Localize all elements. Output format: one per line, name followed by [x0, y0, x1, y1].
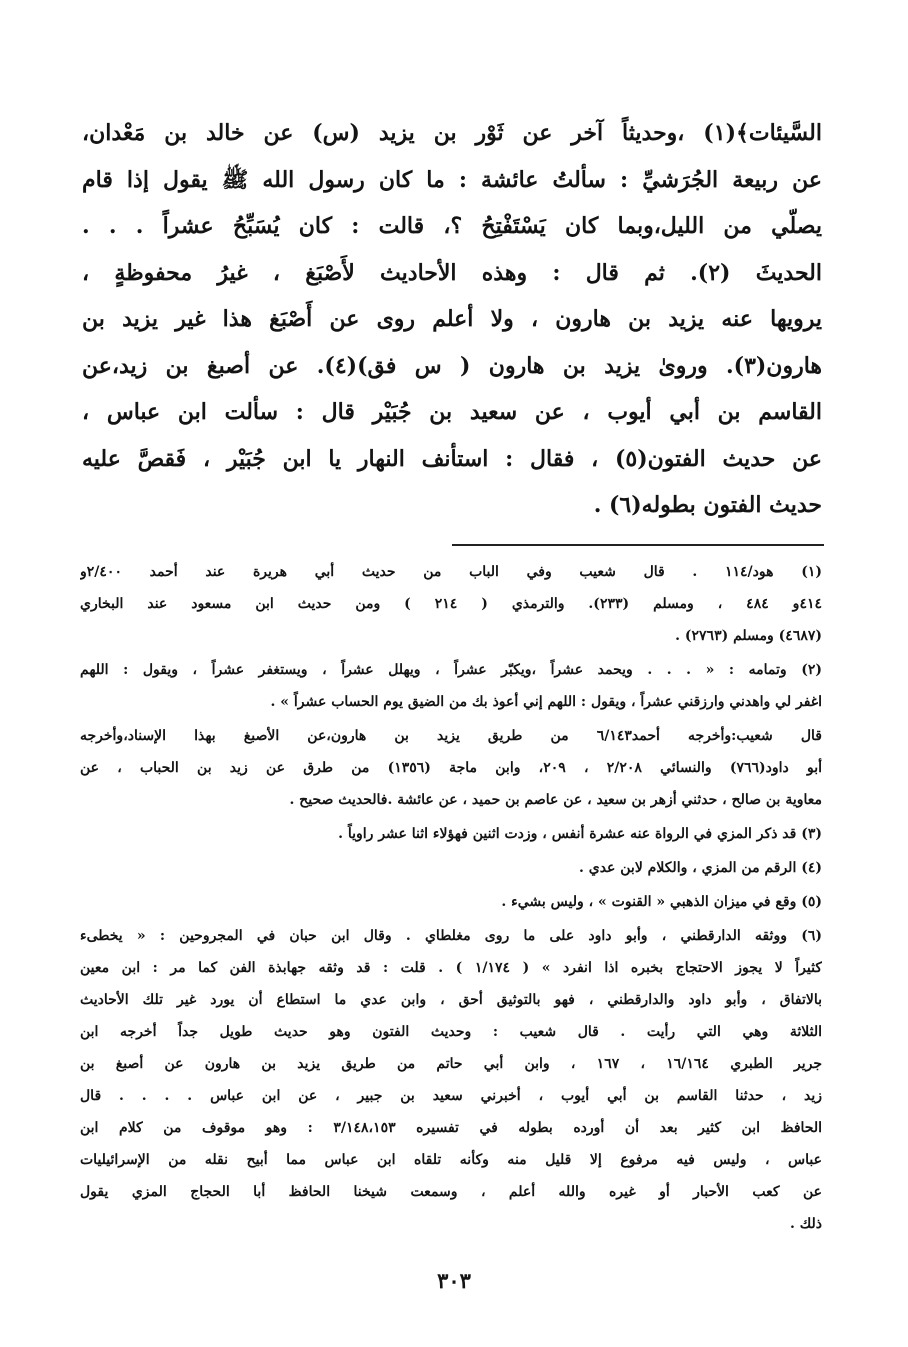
footnote-line: ذلك . — [789, 1216, 822, 1232]
main-text — [82, 110, 822, 529]
main-text-line: الحديثَ (٢). ثم قال : وهذه الأحاديث لأَصْبَغ ، غيرُ محفوظةٍ ، — [82, 259, 822, 286]
footnote-line: (٤٦٨٧) ومسلم (٢٧٦٣) . — [675, 628, 822, 644]
footnote-line: الثلاثة وهي التي رأيت . قال شعيب : وحديث الفتون وهو حديث طويل جداً أخرجه ابن — [80, 1024, 822, 1040]
footnotes — [80, 556, 822, 1240]
main-text-line: القاسم بن أبي أيوب ، عن سعيد بن جُبَيْر قال : سألت ابن عباس ، — [82, 399, 822, 425]
footnote — [80, 818, 822, 850]
footnote — [80, 886, 822, 918]
main-text-line: حديث الفتون بطوله(٦) . — [593, 492, 822, 518]
footnote-line: (٢) وتمامه : « . . . ويحمد عشراً ،ويكبّر عشراً ، ويهلل عشراً ، ويستغفر عشراً ، ويقول : اللهم — [80, 662, 822, 678]
main-text-line: السَّيئات﴾(١) ،وحديثاً آخر عن ثَوْر بن يزيد (س) عن خالد بن مَعْدان، — [82, 120, 822, 146]
footnote-line: كثيراً لا يجوز الاحتجاج بخبره اذا انفرد » ( ١/١٧٤ ) . قلت : قد وثقه جهابذة الفن كما مر : ابن معين — [80, 960, 822, 976]
footnote-line: اغفر لي واهدني وارزقني عشراً ، ويقول : اللهم إني أعوذ بك من الضيق يوم الحساب عشراً » . — [270, 694, 822, 710]
footnote-line: الحافظ ابن كثير بعد أن أورده بطوله في تفسيره ٣/١٤٨،١٥٣ : وهو موقوف من كلام ابن — [80, 1120, 822, 1136]
footnote — [80, 852, 822, 884]
footnote-line: (١) هود/١١٤ . قال شعيب وفي الباب من حديث أبي هريرة عند أحمد ٢/٤٠٠و — [80, 564, 822, 580]
footnote — [80, 556, 822, 652]
footnote-line: ٤١٤و ٤٨٤ ، ومسلم (٢٣٣). والترمذي ( ٢١٤ ) ومن حديث ابن مسعود عند البخاري — [80, 596, 822, 612]
main-text-line: يرويها عنه يزيد بن هارون ، ولا أعلم روى عن أَصْبَغ هذا غير يزيد بن — [82, 306, 822, 332]
footnote-line: قال شعيب:وأخرجه أحمد٦/١٤٣ من طريق يزيد بن هارون،عن الأصبغ بهذا الإسناد،وأخرجه — [80, 728, 822, 744]
page-number: ٣٠٣ — [437, 1268, 471, 1293]
footnote-line: بالاتفاق ، وأبو داود والدارقطني ، فهو بالتوثيق أحق ، وابن عدي ما استطاع أن يورد غير تلك الأحاديث — [80, 992, 822, 1008]
footnote-line: عن كعب الأحبار أو غيره والله أعلم ، وسمعت شيخنا الحافظ أبا الحجاج المزي يقول — [80, 1184, 822, 1200]
footnote-line: (٦) ووثقه الدارقطني ، وأبو داود على ما روى مغلطاي . وقال ابن حبان في المجروحين : « يخطىء — [80, 928, 822, 944]
footnote-line: (٤) الرقم من المزي ، والكلام لابن عدي . — [578, 860, 822, 876]
main-text-line: يصلّي من الليل،وبما كان يَسْتَفْتِحُ ؟، قالت : كان يُسَبِّحُ عشراً . . . — [82, 213, 822, 239]
main-text-line: عن حديث الفتون(٥) ، فقال : استأنف النهار يا ابن جُبَيْر ، فَقصَّ عليه — [82, 445, 822, 472]
footnote-line: جرير الطبري ١٦/١٦٤ ، ١٦٧ ، وابن أبي حاتم من طريق يزيد بن هارون عن أصبغ بن — [80, 1056, 822, 1072]
footnote-separator — [452, 544, 824, 546]
footnote-line: معاوية بن صالح ، حدثني أزهر بن سعيد ، عن عاصم بن حميد ، عن عائشة .فالحديث صحيح . — [289, 792, 822, 808]
footnote-line: زيد ، حدثنا القاسم بن أبي أيوب ، أخبرني سعيد بن جبير ، عن ابن عباس . . . . قال — [80, 1088, 822, 1104]
footnote — [80, 920, 822, 1240]
footnote — [80, 720, 822, 816]
footnote — [80, 654, 822, 718]
footnote-line: (٥) وقع في ميزان الذهبي « القنوت » ، وليس بشيء . — [501, 894, 822, 910]
footnote-line: عباس ، وليس فيه مرفوع إلا قليل منه وكأنه تلقاه ابن عباس مما أبيح نقله من الإسرائيليات — [80, 1152, 822, 1168]
main-text-line: عن ربيعة الجُرَشيِّ : سألتُ عائشة : ما كان رسول الله ﷺ يقول إذا قام — [82, 166, 822, 193]
footnote-line: (٣) قد ذكر المزي في الرواة عنه عشرة أنفس ، وزدت اثنين فهؤلاء اثنا عشر راوياً . — [338, 826, 822, 842]
footnote-line: أبو داود(٧٦٦) والنسائي ٢/٢٠٨ ، ٢٠٩، وابن ماجة (١٣٥٦) من طرق عن زيد بن الحباب ، عن — [80, 760, 822, 776]
main-text-line: هارون(٣). وروىٰ يزيد بن هارون ( س فق)(٤). عن أصبغ بن زيد،عن — [82, 352, 822, 379]
